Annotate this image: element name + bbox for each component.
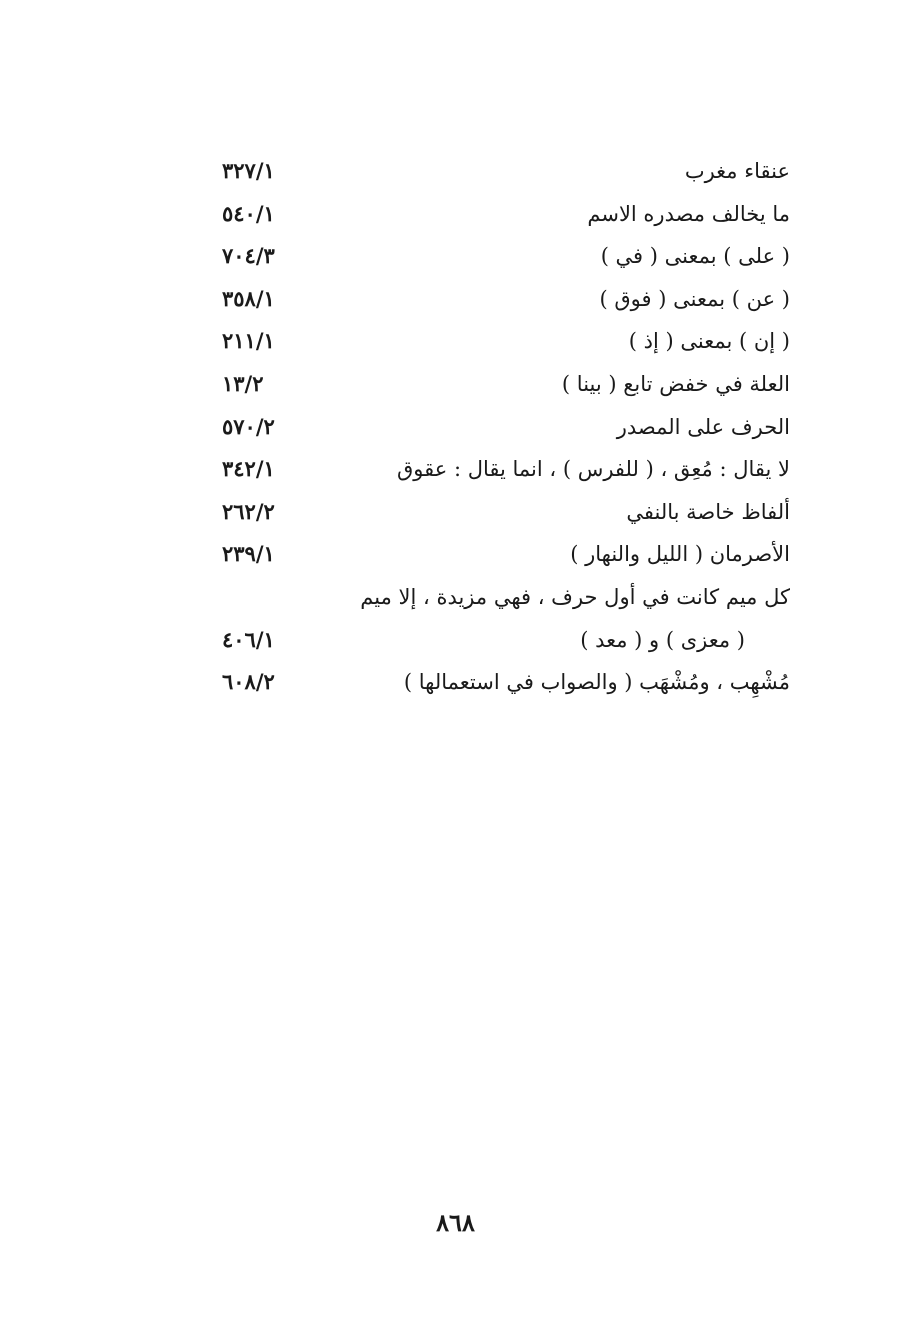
index-entry: [200, 320, 790, 363]
entry-reference: ٣٢٧/١: [222, 158, 275, 183]
entry-term: ما يخالف مصدره الاسم: [587, 201, 790, 226]
entry-reference: ٧٠٤/٣: [222, 243, 275, 269]
entry-term: ألفاظ خاصة بالنفي: [626, 499, 790, 524]
entry-term: ( عن ) بمعنى ( فوق ): [599, 286, 790, 311]
entry-reference: ٢١١/١: [222, 328, 275, 354]
index-entry: [200, 406, 790, 449]
index-list: [200, 150, 790, 704]
entry-term: مُشْهِب ، ومُشْهَب ( والصواب في استعمالها ): [403, 670, 790, 695]
index-entry: [200, 576, 790, 619]
entry-reference: ٣٥٨/١: [222, 285, 275, 311]
index-entry: [200, 150, 790, 193]
entry-term: ( على ) بمعنى ( في ): [600, 244, 790, 269]
entry-reference: ٢٣٩/١: [222, 541, 275, 567]
entry-term: العلة في خفض تابع ( بينا ): [561, 371, 790, 396]
entry-term: عنقاء مغرب: [684, 159, 790, 183]
index-entry: [200, 533, 790, 576]
entry-reference: ١٣/٢: [222, 370, 264, 396]
entry-term: لا يقال : مُعِق ، ( للفرس ) ، انما يقال : عقوق: [396, 457, 790, 482]
entry-reference: ٥٤٠/١: [222, 200, 275, 226]
entry-reference: ٤٠٦/١: [222, 626, 275, 652]
index-entry: [200, 491, 790, 534]
entry-reference: ٥٧٠/٢: [222, 413, 275, 439]
entry-term: الأصرمان ( الليل والنهار ): [570, 542, 790, 567]
index-entry: [200, 278, 790, 321]
entry-term: الحرف على المصدر: [616, 414, 790, 439]
index-entry: [200, 193, 790, 236]
entry-term: ( إن ) بمعنى ( إذ ): [628, 329, 790, 354]
entry-reference: ٣٤٢/١: [222, 456, 275, 482]
entry-reference: ٦٠٨/٢: [222, 669, 275, 695]
entry-term: ( معزى ) و ( معد ): [580, 627, 745, 652]
index-entry: [200, 448, 790, 491]
index-entry: [200, 661, 790, 704]
entry-term: كل ميم كانت في أول حرف ، فهي مزيدة ، إلا ميم: [360, 584, 790, 609]
index-entry: [200, 619, 790, 662]
page-number: ٨٦٨: [436, 1208, 475, 1237]
index-entry: [200, 363, 790, 406]
entry-reference: ٢٦٢/٢: [222, 498, 275, 524]
index-entry: [200, 235, 790, 278]
